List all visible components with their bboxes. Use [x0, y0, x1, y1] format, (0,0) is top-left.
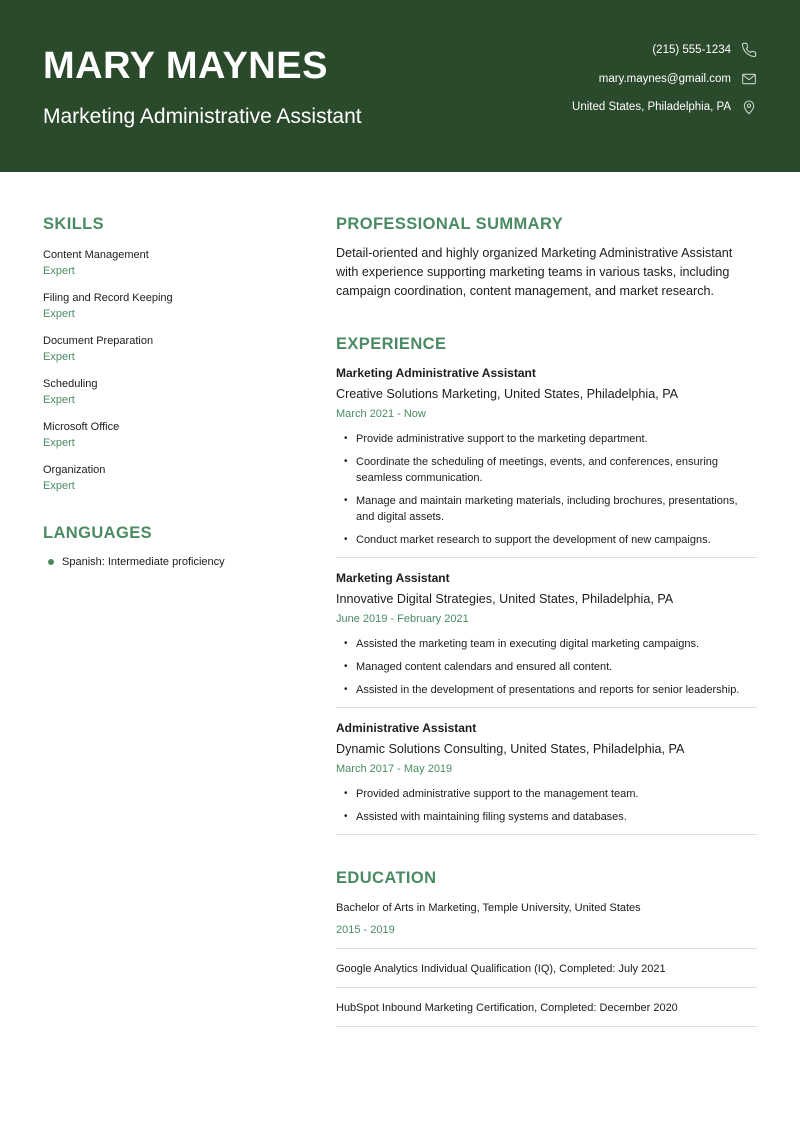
phone-text: (215) 555-1234 — [652, 44, 731, 56]
phone-icon — [741, 42, 757, 58]
skill-level: Expert — [43, 437, 75, 449]
job-entry — [336, 708, 757, 835]
skill-item — [43, 418, 293, 461]
education-item — [336, 949, 757, 988]
job-bullet: • Assisted the marketing team in executing digital marketing campaigns. — [336, 636, 757, 652]
summary-heading: PROFESSIONAL SUMMARY — [336, 215, 564, 233]
education-text: HubSpot Inbound Marketing Certification, Completed: December 2020 — [336, 1002, 678, 1014]
job-bullets — [336, 431, 757, 548]
location-text: United States, Philadelphia, PA — [572, 101, 731, 113]
skill-item — [43, 375, 293, 418]
job-entry — [336, 558, 757, 708]
email-text: mary.maynes@gmail.com — [598, 72, 731, 85]
education-item — [336, 988, 757, 1027]
job-bullets — [336, 786, 757, 825]
job-bullet: • Provided administrative support to the management team. — [336, 786, 757, 802]
experience-heading: EXPERIENCE — [336, 335, 447, 353]
skill-level: Expert — [43, 351, 75, 363]
job-bullet: • Manage and maintain marketing materials, including brochures, presentations, and digital assets. — [336, 493, 757, 525]
job-dates: March 2017 - May 2019 — [336, 763, 453, 775]
job-dates: June 2019 - February 2021 — [336, 613, 469, 625]
mail-icon — [741, 71, 757, 87]
languages-heading: LANGUAGES — [43, 524, 153, 542]
contact-email — [397, 69, 757, 89]
candidate-name: MARY MAYNES — [43, 45, 328, 87]
education-text: Google Analytics Individual Qualification (IQ), Completed: July 2021 — [336, 963, 666, 975]
skill-level: Expert — [43, 308, 75, 320]
job-bullet: • Coordinate the scheduling of meetings, events, and conferences, ensuring seamless communication. — [336, 454, 757, 486]
job-bullet: • Provide administrative support to the marketing department. — [336, 431, 757, 447]
skill-name: Content Management — [43, 249, 149, 261]
job-role: Marketing Assistant — [336, 571, 450, 585]
education-heading: EDUCATION — [336, 869, 437, 887]
left-column — [43, 214, 293, 569]
skill-name: Filing and Record Keeping — [43, 292, 173, 304]
skill-level: Expert — [43, 265, 75, 277]
section-divider — [336, 1026, 757, 1027]
skill-item — [43, 289, 293, 332]
education-text: Bachelor of Arts in Marketing, Temple University, United States — [336, 902, 641, 914]
contact-info — [397, 40, 757, 126]
section-divider — [336, 834, 757, 835]
skill-name: Document Preparation — [43, 335, 154, 347]
skill-level: Expert — [43, 480, 75, 492]
job-dates: March 2021 - Now — [336, 408, 426, 420]
right-column — [336, 214, 757, 1027]
skills-heading: SKILLS — [43, 215, 105, 233]
skills-list — [43, 246, 293, 504]
resume-header — [0, 0, 800, 172]
education-dates: 2015 - 2019 — [336, 924, 395, 936]
job-company: Dynamic Solutions Consulting, United States, Philadelphia, PA — [336, 742, 685, 756]
job-entry — [336, 354, 757, 558]
education-item — [336, 888, 757, 949]
contact-phone — [397, 40, 757, 60]
skill-item — [43, 332, 293, 375]
language-item — [43, 555, 293, 569]
contact-location — [397, 97, 757, 117]
job-bullet: • Assisted in the development of presentations and reports for senior leadership. — [336, 682, 757, 698]
job-bullet: • Assisted with maintaining filing systems and databases. — [336, 809, 757, 825]
skill-name: Organization — [43, 464, 106, 476]
job-company: Creative Solutions Marketing, United States, Philadelphia, PA — [336, 387, 679, 401]
job-bullet: • Conduct market research to support the development of new campaigns. — [336, 532, 757, 548]
location-pin-icon — [741, 99, 757, 115]
bullet-dot-icon — [48, 559, 54, 565]
languages-list — [43, 555, 293, 569]
skill-item — [43, 246, 293, 289]
job-role: Marketing Administrative Assistant — [336, 366, 536, 380]
skill-item — [43, 461, 293, 504]
candidate-title: Marketing Administrative Assistant — [43, 105, 362, 128]
summary-text: Detail-oriented and highly organized Marketing Administrative Assistant with experience supporting marketing teams in various tasks, including campaign coordination, content management, and market research. — [336, 246, 733, 298]
language-text: Spanish: Intermediate proficiency — [62, 556, 225, 568]
job-bullet: • Managed content calendars and ensured all content. — [336, 659, 757, 675]
skill-name: Scheduling — [43, 378, 98, 390]
skill-name: Microsoft Office — [43, 421, 120, 433]
job-bullets — [336, 636, 757, 698]
job-role: Administrative Assistant — [336, 721, 477, 735]
job-company: Innovative Digital Strategies, United States, Philadelphia, PA — [336, 592, 674, 606]
skill-level: Expert — [43, 394, 75, 406]
